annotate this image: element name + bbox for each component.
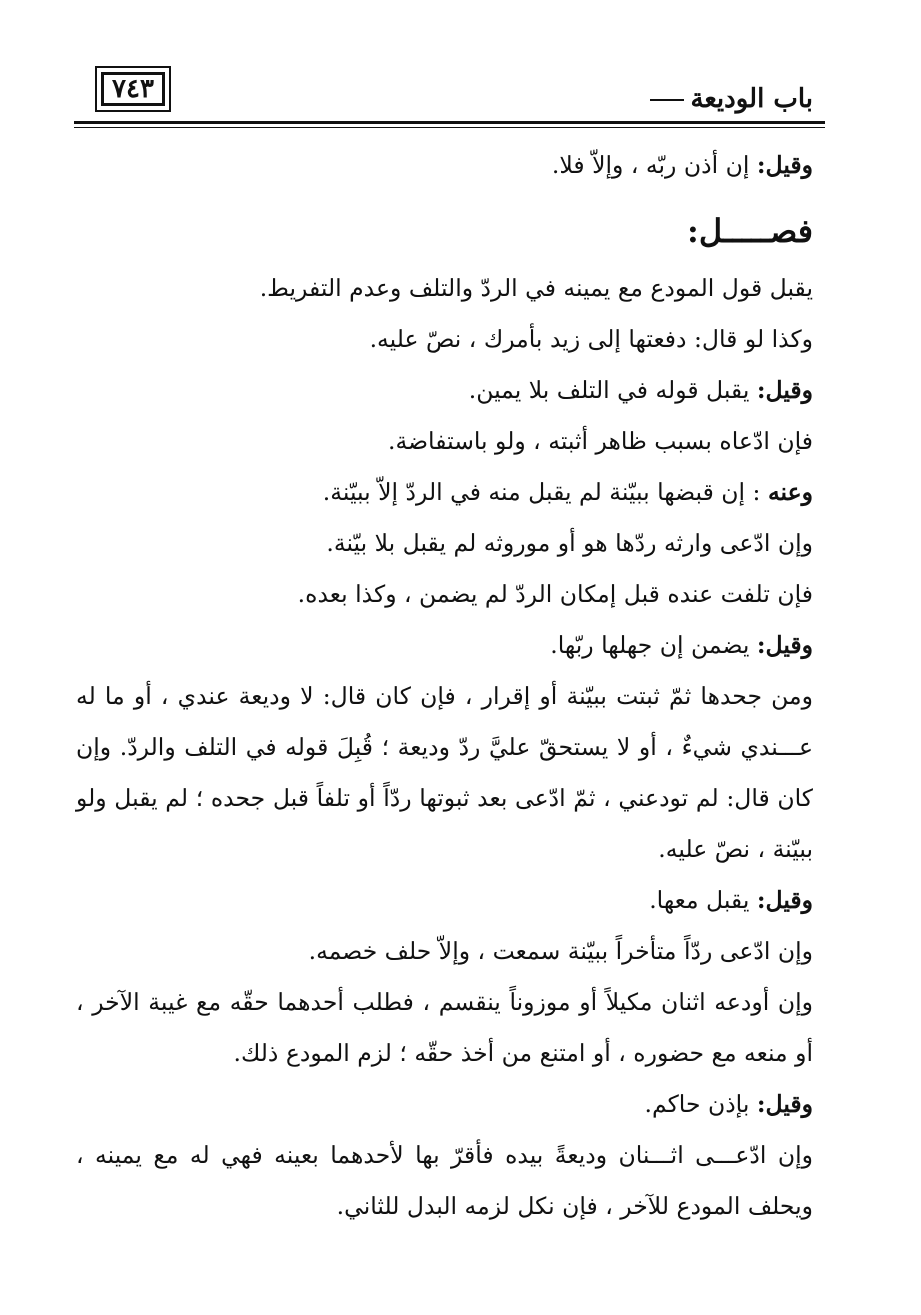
line-label: وعنه bbox=[767, 478, 813, 506]
page-number-frame bbox=[95, 66, 171, 112]
text-paragraph: ومن جحدها ثمّ ثبتت ببيّنة أو إقرار ، فإن كان قال: لا وديعة عندي ، أو ما له عـــندي شيءٌ ، أو لا يستحقّ عليَّ ردّ وديعة ؛ قُبِلَ قوله في التلف والردّ. وإن كان قال: لم تودعني ، ثمّ ادّعى بعد ثبوتها ردّاً أو تلفاً قبل جحده ؛ لم يقبل ولو ببيّنة ، نصّ عليه. bbox=[76, 682, 813, 863]
running-header-chapter-title: باب الوديعة bbox=[650, 84, 813, 114]
text-line bbox=[76, 926, 813, 977]
text-line bbox=[76, 1079, 813, 1130]
line-text: : إن قبضها ببيّنة لم يقبل منه في الردّ إلاّ ببيّنة. bbox=[322, 478, 768, 506]
line-text: بإذن حاكم. bbox=[644, 1090, 757, 1118]
line-text: يقبل قول المودع مع يمينه في الردّ والتلف وعدم التفريط. bbox=[259, 274, 813, 302]
line-label: وقيل: bbox=[756, 151, 813, 179]
page-body bbox=[76, 140, 813, 1232]
line-text: فإن ادّعاه بسبب ظاهر أثبته ، ولو باستفاضة. bbox=[388, 427, 813, 455]
line-text: إن أذن ربّه ، وإلاّ فلا. bbox=[551, 151, 757, 179]
line-text: وإن ادّعى وارثه ردّها هو أو موروثه لم يقبل بلا بيّنة. bbox=[326, 529, 813, 557]
line-text: يقبل قوله في التلف بلا يمين. bbox=[468, 376, 757, 404]
text-line bbox=[76, 416, 813, 467]
line-label: وقيل: bbox=[756, 1090, 813, 1118]
page-number: ٧٤٣ bbox=[101, 72, 165, 106]
text-line bbox=[76, 569, 813, 620]
header-rule-thin bbox=[74, 127, 825, 128]
line-text: يضمن إن جهلها ربّها. bbox=[550, 631, 757, 659]
text-line bbox=[76, 365, 813, 416]
text-line bbox=[76, 140, 813, 191]
text-line bbox=[76, 875, 813, 926]
text-paragraph: وإن ادّعـــى اثـــنان وديعةً بيده فأقرّ بها لأحدهما بعينه فهي له مع يمينه ، ويحلف المودع للآخر ، فإن نكل لزمه البدل للثاني. bbox=[76, 1141, 813, 1220]
header-rule bbox=[74, 121, 825, 124]
line-label: وقيل: bbox=[756, 376, 813, 404]
section-heading: فصـــــل: bbox=[687, 212, 813, 250]
text-line bbox=[76, 263, 813, 314]
line-text: وكذا لو قال: دفعتها إلى زيد بأمرك ، نصّ عليه. bbox=[369, 325, 813, 353]
text-line bbox=[76, 467, 813, 518]
text-line bbox=[76, 314, 813, 365]
line-text: فإن تلفت عنده قبل إمكان الردّ لم يضمن ، وكذا بعده. bbox=[297, 580, 813, 608]
text-line bbox=[76, 518, 813, 569]
line-label: وقيل: bbox=[756, 886, 813, 914]
line-text: وإن ادّعى ردّاً متأخراً ببيّنة سمعت ، وإلاّ حلف خصمه. bbox=[308, 937, 813, 965]
line-label: وقيل: bbox=[756, 631, 813, 659]
line-text: يقبل معها. bbox=[649, 886, 757, 914]
text-line bbox=[76, 620, 813, 671]
text-paragraph: وإن أودعه اثنان مكيلاً أو موزوناً ينقسم ، فطلب أحدهما حقّه مع غيبة الآخر ، أو منعه مع حضوره ، أو امتنع من أخذ حقّه ؛ لزم المودع ذلك. bbox=[76, 988, 813, 1067]
